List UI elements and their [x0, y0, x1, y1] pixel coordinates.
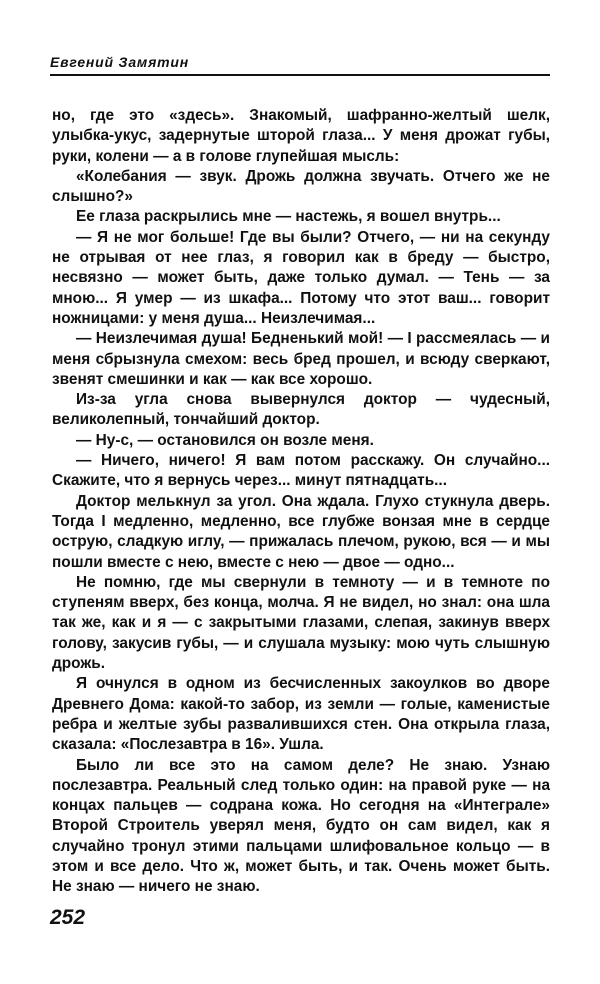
paragraph: — Неизлечимая душа! Бедненький мой! — I рассмеялась — и меня сбрызнула смехом: весь бред прошел, и всюду сверкают, звенят смешинки и как — как все хорошо.: [52, 330, 550, 388]
paragraph: «Колебания — звук. Дрожь должна звучать. Отчего же не слышно?»: [52, 167, 550, 206]
paragraph: Я очнулся в одном из бесчисленных закоулков во дворе Древнего Дома: какой-то забор, из земли — голые, каменистые ребра и желтые зубы развалившихся стен. Она открыла глаза, сказала: «Послезавтра в 16». Ушла.: [52, 675, 550, 754]
paragraph: — Ну-с, — остановился он возле меня.: [76, 431, 374, 449]
paragraph: Было ли все это на самом деле? Не знаю. Узнаю послезавтра. Реальный след только один: на правой руке — на концах пальцев — содрана кожа. Но сегодня на «Интеграле» Второй Строитель уверял меня, будто он сам видел, как я случайно тронул этими пальцами шлифовальное кольцо — в этом и все дело. Что ж, может быть, и так. Очень может быть. Не знаю — ничего не знаю.: [52, 756, 550, 896]
paragraph-continuation: но, где это «здесь». Знакомый, шафранно-желтый шелк, улыбка-укус, задернутые шторой глаза... У меня дрожат губы, руки, колени — а в голове глупейшая мысль:: [52, 107, 550, 165]
paragraph: Не помню, где мы свернули в темноту — и в темноте по ступеням вверх, без конца, молча. Я не видел, но знал: она шла так же, как и я — с закрытыми глазами, слепая, закинув вверх голову, закусив губы, — и слушала музыку: мою чуть слышную дрожь.: [52, 573, 550, 673]
paragraph: Из-за угла снова вывернулся доктор — чудесный, великолепный, тончайший доктор.: [52, 391, 550, 429]
body-text: [52, 106, 550, 898]
paragraph: — Ничего, ничего! Я вам потом расскажу. Он случайно... Скажите, что я вернусь через... минут пятнадцать...: [52, 452, 550, 490]
paragraph: — Я не мог больше! Где вы были? Отчего, — ни на секунду не отрывая от нее глаз, я говорил как в бреду — быстро, несвязно — может быть, даже только думал. — Тень — за мною... Я умер — из шкафа... Потому что этот ваш... говорит ножницами: у меня душа... Неизлечимая...: [52, 228, 550, 327]
paragraph: Ее глаза раскрылись мне — настежь, я вошел внутрь...: [76, 208, 501, 226]
header-rule: [50, 74, 550, 76]
running-head-author: Евгений Замятин: [50, 54, 189, 70]
page-number: 252: [50, 906, 86, 929]
paragraph: Доктор мелькнул за угол. Она ждала. Глухо стукнула дверь. Тогда I медленно, медленно, все глубже вонзая мне в сердце острую, сладкую иглу, — прижалась плечом, рукою, вся — и мы пошли вместе с нею, вместе с нею — двое — одно...: [52, 492, 550, 571]
